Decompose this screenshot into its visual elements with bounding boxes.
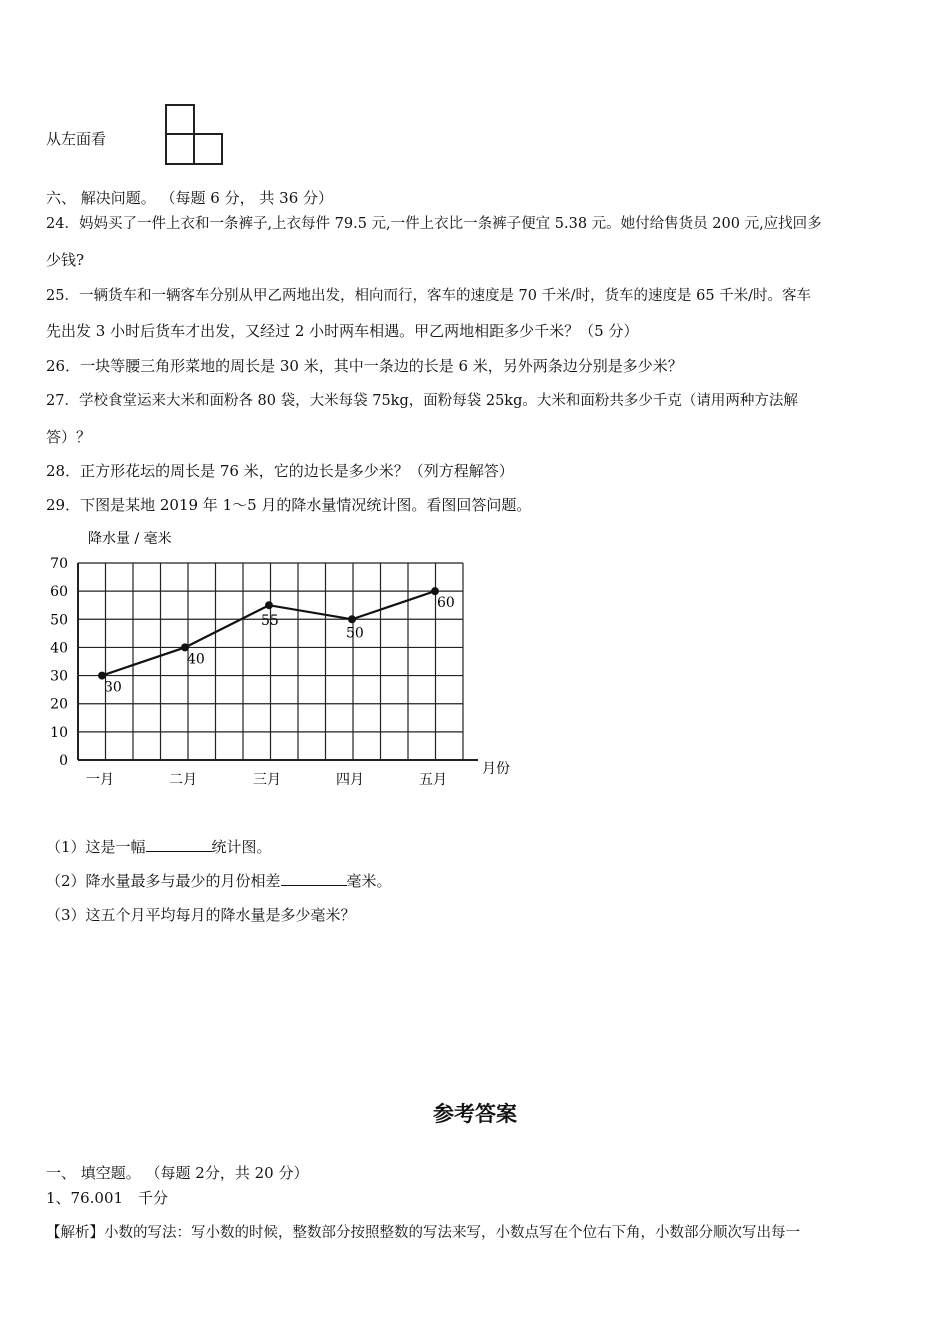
chart-grid [78, 563, 478, 760]
sub-question-1-suffix: 统计图。 [211, 838, 272, 856]
x-tick-label: 四月 [336, 772, 364, 788]
data-point [98, 672, 106, 680]
sub-question-1-text: （1）这是一幅 [46, 838, 146, 856]
data-points [98, 587, 439, 679]
x-tick-label: 一月 [86, 772, 114, 788]
question-26: 26．一块等腰三角形菜地的周长是 30 米，其中一条边的长是 6 米，另外两条边分别是多少米？ [46, 357, 683, 375]
x-tick-label: 二月 [169, 772, 197, 788]
y-tick-label: 20 [50, 696, 68, 713]
data-label: 55 [261, 613, 279, 630]
data-point [348, 615, 356, 623]
sub-question-2-text: （2）降水量最多与最少的月份相差 [46, 872, 281, 890]
y-tick-label: 60 [50, 584, 68, 601]
question-28: 28．正方形花坛的周长是 76 米，它的边长是多少米？（列方程解答） [46, 462, 514, 480]
question-27-line1: 27．学校食堂运来大米和面粉各 80 袋，大米每袋 75kg，面粉每袋 25kg。大米和面粉共多少千克（请用两种方法解 [46, 393, 798, 409]
y-tick-label: 70 [50, 556, 68, 572]
y-tick-label: 30 [50, 668, 68, 685]
y-tick-label: 40 [50, 640, 68, 657]
question-25-line1: 25．一辆货车和一辆客车分别从甲乙两地出发，相向而行，客车的速度是 70 千米/时，货车的速度是 65 千米/时。客车 [46, 288, 812, 304]
x-axis-ticks [86, 772, 447, 788]
precipitation-line-chart [40, 525, 530, 795]
y-axis-ticks [50, 556, 68, 769]
section-1-heading: 一、 填空题。 （每题 2分，共 20 分） [46, 1164, 309, 1182]
section-6-heading: 六、 解决问题。 （每题 6 分， 共 36 分） [46, 189, 334, 207]
x-axis-label: 月份 [482, 761, 510, 777]
analysis-text: 【解析】小数的写法：写小数的时候，整数部分按照整数的写法来写，小数点写在个位右下角，小数部分顺次写出每一 [46, 1225, 800, 1241]
sub-question-2-suffix: 毫米。 [346, 872, 392, 890]
y-tick-label: 50 [50, 612, 68, 629]
data-label: 40 [187, 651, 205, 668]
view-left-label: 从左面看 [46, 130, 107, 148]
sub-question-1 [46, 836, 272, 857]
answer-1: 1、76.001 千分 [46, 1189, 169, 1207]
question-25-line2: 先出发 3 小时后货车才出发，又经过 2 小时两车相遇。甲乙两地相距多少千米？（5 分） [46, 322, 639, 340]
left-view-figure [164, 103, 226, 167]
x-tick-label: 五月 [419, 772, 447, 788]
data-labels [104, 595, 455, 695]
question-24-line2: 少钱? [46, 251, 85, 269]
y-axis-label: 降水量 / 毫米 [88, 531, 172, 547]
y-tick-label: 10 [50, 724, 68, 741]
data-label: 30 [104, 679, 122, 696]
answer-blank-2[interactable] [281, 871, 347, 886]
sub-question-2 [46, 870, 392, 891]
data-label: 50 [346, 625, 364, 642]
data-point [431, 587, 439, 595]
question-24-line1: 24．妈妈买了一件上衣和一条裤子,上衣每件 79.5 元,一件上衣比一条裤子便宜 5.38 元。她付给售货员 200 元,应找回多 [46, 216, 822, 232]
answers-title: 参考答案 [433, 1102, 517, 1126]
y-tick-label: 0 [59, 753, 68, 769]
answer-blank-1[interactable] [146, 837, 212, 852]
question-27-line2: 答）？ [46, 428, 92, 446]
data-label: 60 [437, 595, 455, 612]
sub-question-3: （3）这五个月平均每月的降水量是多少毫米？ [46, 906, 356, 924]
data-point [181, 643, 189, 651]
data-point [265, 601, 273, 609]
question-29: 29．下图是某地 2019 年 1～5 月的降水量情况统计图。看图回答问题。 [46, 496, 532, 514]
x-tick-label: 三月 [253, 772, 281, 788]
